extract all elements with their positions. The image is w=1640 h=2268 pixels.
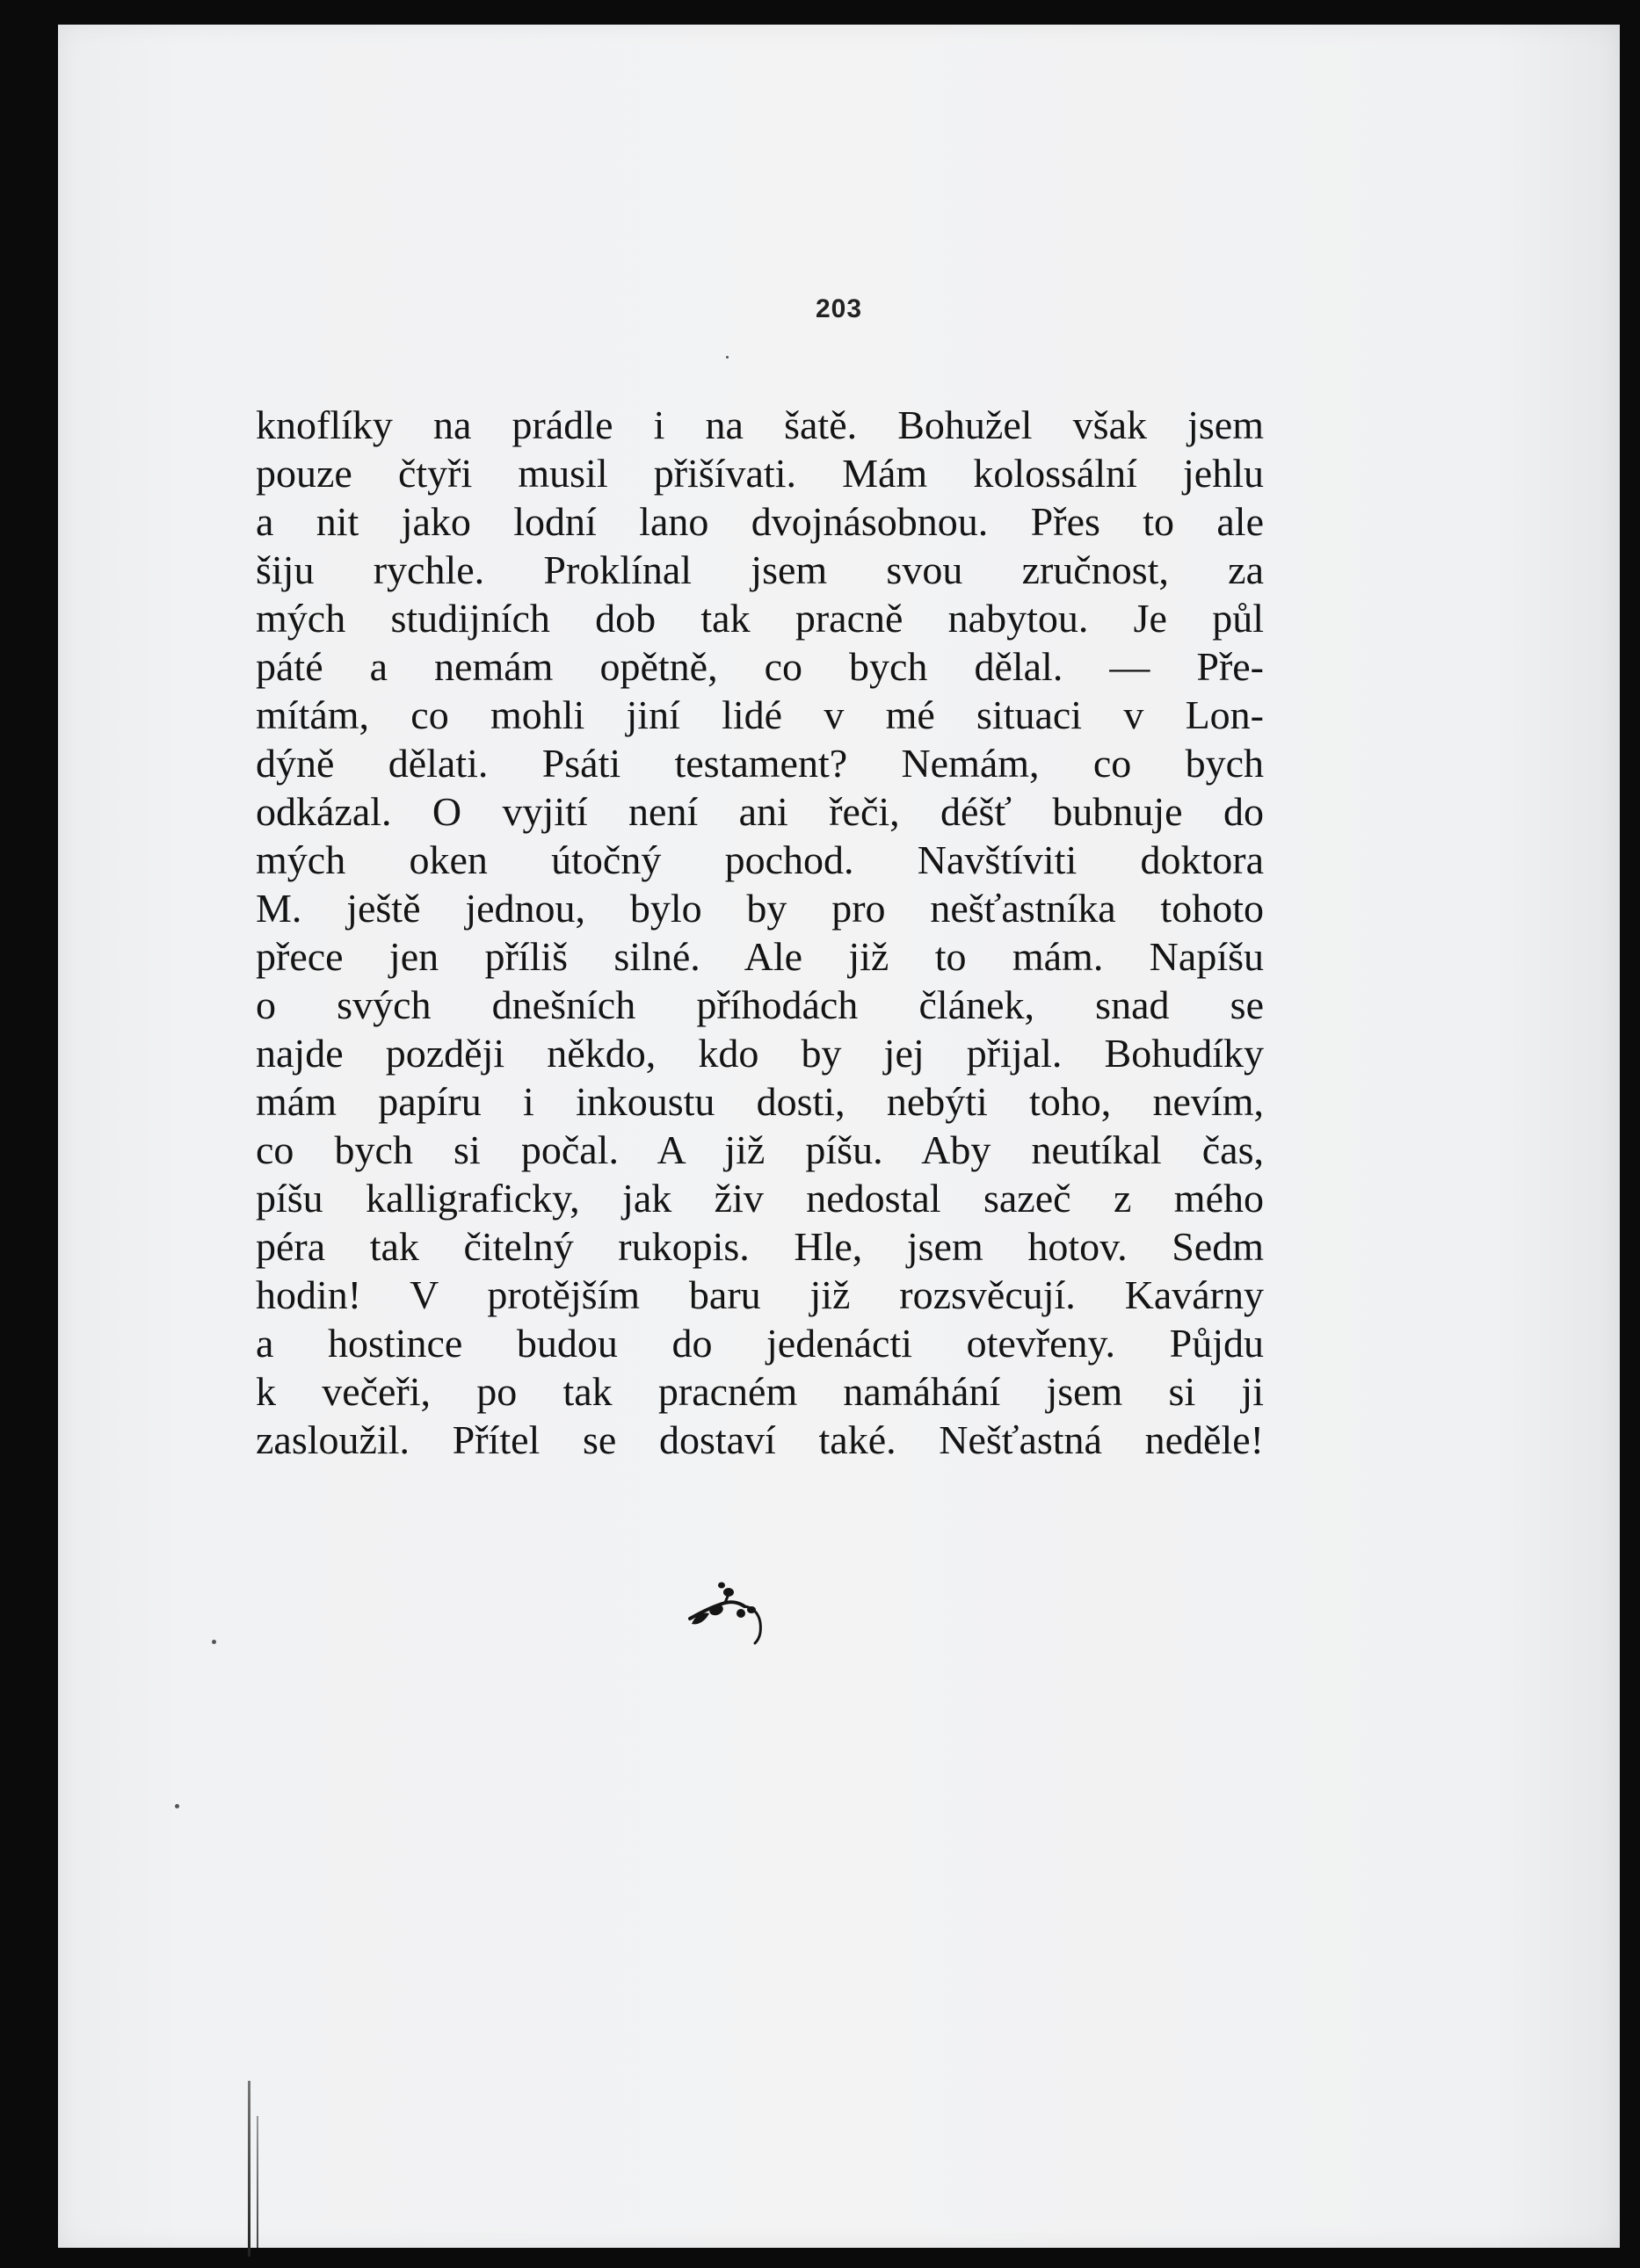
- text-line-5: mých studijních dob tak pracně nabytou. Je půl: [256, 596, 1264, 641]
- text-line-2: pouze čtyři musil přišívati. Mám kolossální jehlu: [256, 451, 1264, 496]
- scan-edge-mark: [257, 2116, 258, 2248]
- text-line-19: hodin! V protějším baru již rozsvěcují. Kavárny: [256, 1272, 1264, 1317]
- text-line-14: najde později někdo, kdo by jej přijal. Bohudíky: [256, 1031, 1264, 1076]
- book-page: [58, 25, 1620, 2248]
- text-line-16: co bych si počal. A již píšu. Aby neutíkal čas,: [256, 1127, 1264, 1172]
- text-line-13: o svých dnešních příhodách článek, snad se: [256, 982, 1264, 1027]
- text-line-1: knoflíky na prádle i na šatě. Bohužel však jsem: [256, 402, 1264, 447]
- text-line-15: mám papíru i inkoustu dosti, nebýti toho, nevím,: [256, 1079, 1264, 1124]
- text-line-11: M. ještě jednou, bylo by pro nešťastníka tohoto: [256, 886, 1264, 931]
- text-line-7: mítám, co mohli jiní lidé v mé situaci v Lon-: [256, 692, 1264, 737]
- text-line-4: šiju rychle. Proklínal jsem svou zručnost, za: [256, 547, 1264, 592]
- text-line-10: mých oken útočný pochod. Navštíviti doktora: [256, 837, 1264, 882]
- text-line-22: zasloužil. Přítel se dostaví také. Nešťastná neděle!: [256, 1417, 1264, 1462]
- body-text: [256, 401, 1264, 1464]
- text-line-20: a hostince budou do jedenácti otevřeny. Půjdu: [256, 1321, 1264, 1366]
- text-line-18: péra tak čitelný rukopis. Hle, jsem hotov. Sedm: [256, 1224, 1264, 1269]
- scan-edge-mark: [248, 2081, 250, 2257]
- scan-speck: [175, 1804, 179, 1808]
- text-line-9: odkázal. O vyjití není ani řeči, déšť bubnuje do: [256, 789, 1264, 834]
- floral-vignette-icon: [686, 1580, 770, 1650]
- text-line-12: přece jen příliš silné. Ale již to mám. Napíšu: [256, 934, 1264, 979]
- text-line-6: páté a nemám opětně, co bych dělal. — Pře-: [256, 644, 1264, 689]
- scan-speck: [212, 1640, 216, 1644]
- page-number: 203: [815, 294, 863, 323]
- text-line-21: k večeři, po tak pracném namáhání jsem si ji: [256, 1369, 1264, 1414]
- text-line-17: píšu kalligraficky, jak živ nedostal sazeč z mého: [256, 1176, 1264, 1221]
- scan-speck: [726, 356, 729, 359]
- text-line-8: dýně dělati. Psáti testament? Nemám, co bych: [256, 741, 1264, 786]
- text-line-3: a nit jako lodní lano dvojnásobnou. Přes to ale: [256, 499, 1264, 544]
